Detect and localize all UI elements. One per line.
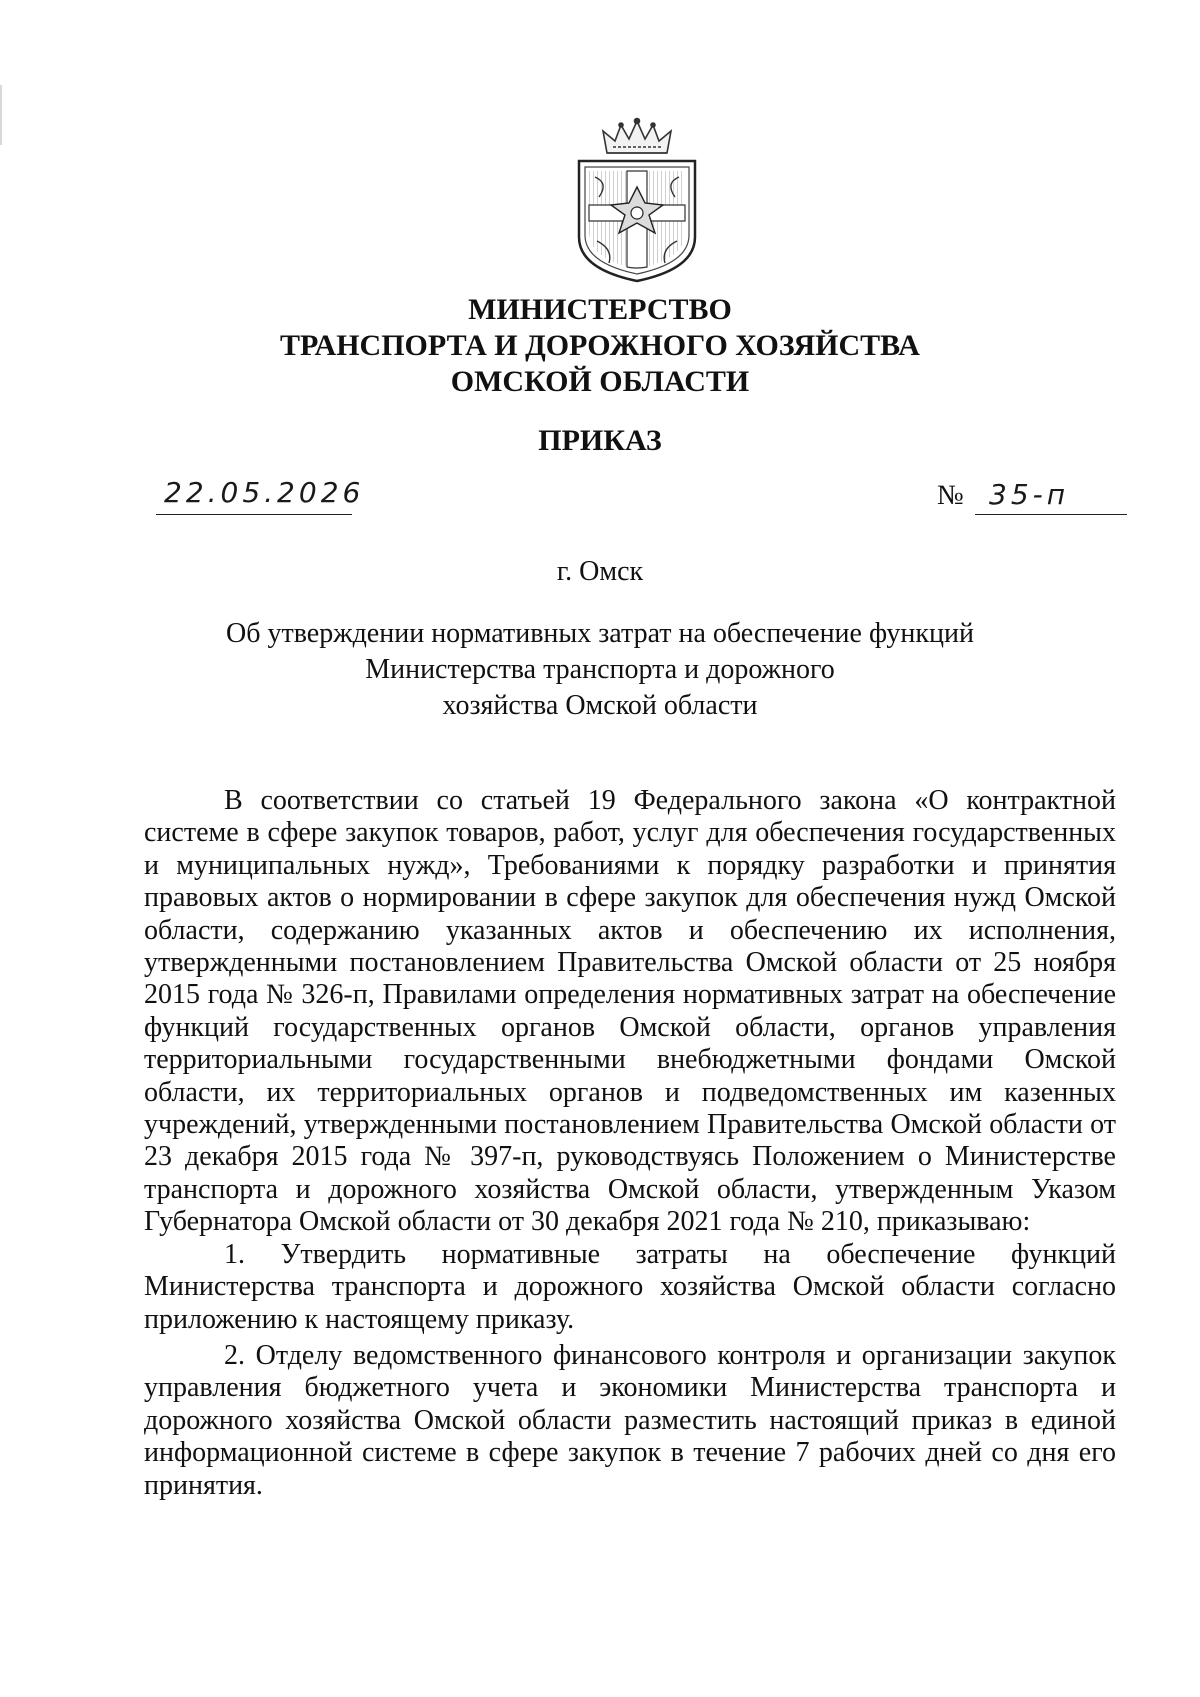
order-body: [144, 785, 1116, 1502]
ministry-header-line-3: ОМСКОЙ ОБЛАСТИ: [450, 365, 750, 398]
ministry-header-line-1: МИНИСТЕРСТВО: [468, 293, 732, 326]
ministry-header-line-2: ТРАНСПОРТА И ДОРОЖНОГО ХОЗЯЙСТВА: [280, 329, 920, 362]
order-number-field: [937, 476, 1127, 516]
order-subject-line-2: Министерства транспорта и дорожного: [365, 654, 835, 685]
order-number-line: [975, 476, 1127, 515]
order-item-1: 1. Утвердить нормативные затраты на обеспечение функций Министерства транспорта и дорожного хозяйства Омской области согласно приложению к настоящему приказу.: [144, 1238, 1116, 1335]
city-label: г. Омск: [556, 556, 644, 587]
date-field: [156, 474, 365, 515]
number-sign: №: [937, 480, 964, 511]
document-type-title: ПРИКАЗ: [538, 424, 662, 457]
order-item-2: 2. Отделу ведомственного финансового контроля и организации закупок управления бюджетного учета и экономики Министерства транспорта и дорожного хозяйства Омской области разместить настоящий приказ в единой информационной системе в сфере закупок в течение 7 рабочих дней со дня его принятия.: [144, 1339, 1116, 1501]
ministry-header: [0, 292, 1200, 400]
scan-edge-mark: [0, 85, 2, 145]
order-subject: [0, 616, 1200, 724]
coat-of-arms-icon: [569, 117, 705, 283]
order-subject-line-3: хозяйства Омской области: [442, 690, 758, 721]
order-preamble: В соответствии со статьей 19 Федерального закона «О контрактной системе в сфере закупок товаров, работ, услуг для обеспечения государственных и муниципальных нужд», Требованиями к порядку разработки и принятия правовых актов о нормировании в сфере закупок для обеспечения нужд Омской области, содержанию указанных актов и обеспечению их исполнения, утвержденными постановлением Правительства Омской области от 25 ноября 2015 года № 326-п, Правилами определения нормативных затрат на обеспечение функций государственных органов Омской области, органов управления территориальными государственными внебюджетными фондами Омской области, их территориальных органов и подведомственных им казенных учреждений, утвержденными постановлением Правительства Омской области от 23 декабря 2015 года № 397-п, руководствуясь Положением о Министерстве транспорта и дорожного хозяйства Омской области, утвержденным Указом Губернатора Омской области от 30 декабря 2021 года № 210, приказываю:: [144, 785, 1116, 1238]
handwritten-date: 22.05.2026: [164, 476, 365, 509]
order-subject-line-1: Об утверждении нормативных затрат на обеспечение функций: [226, 618, 974, 649]
handwritten-order-number: 35-п: [989, 478, 1070, 511]
